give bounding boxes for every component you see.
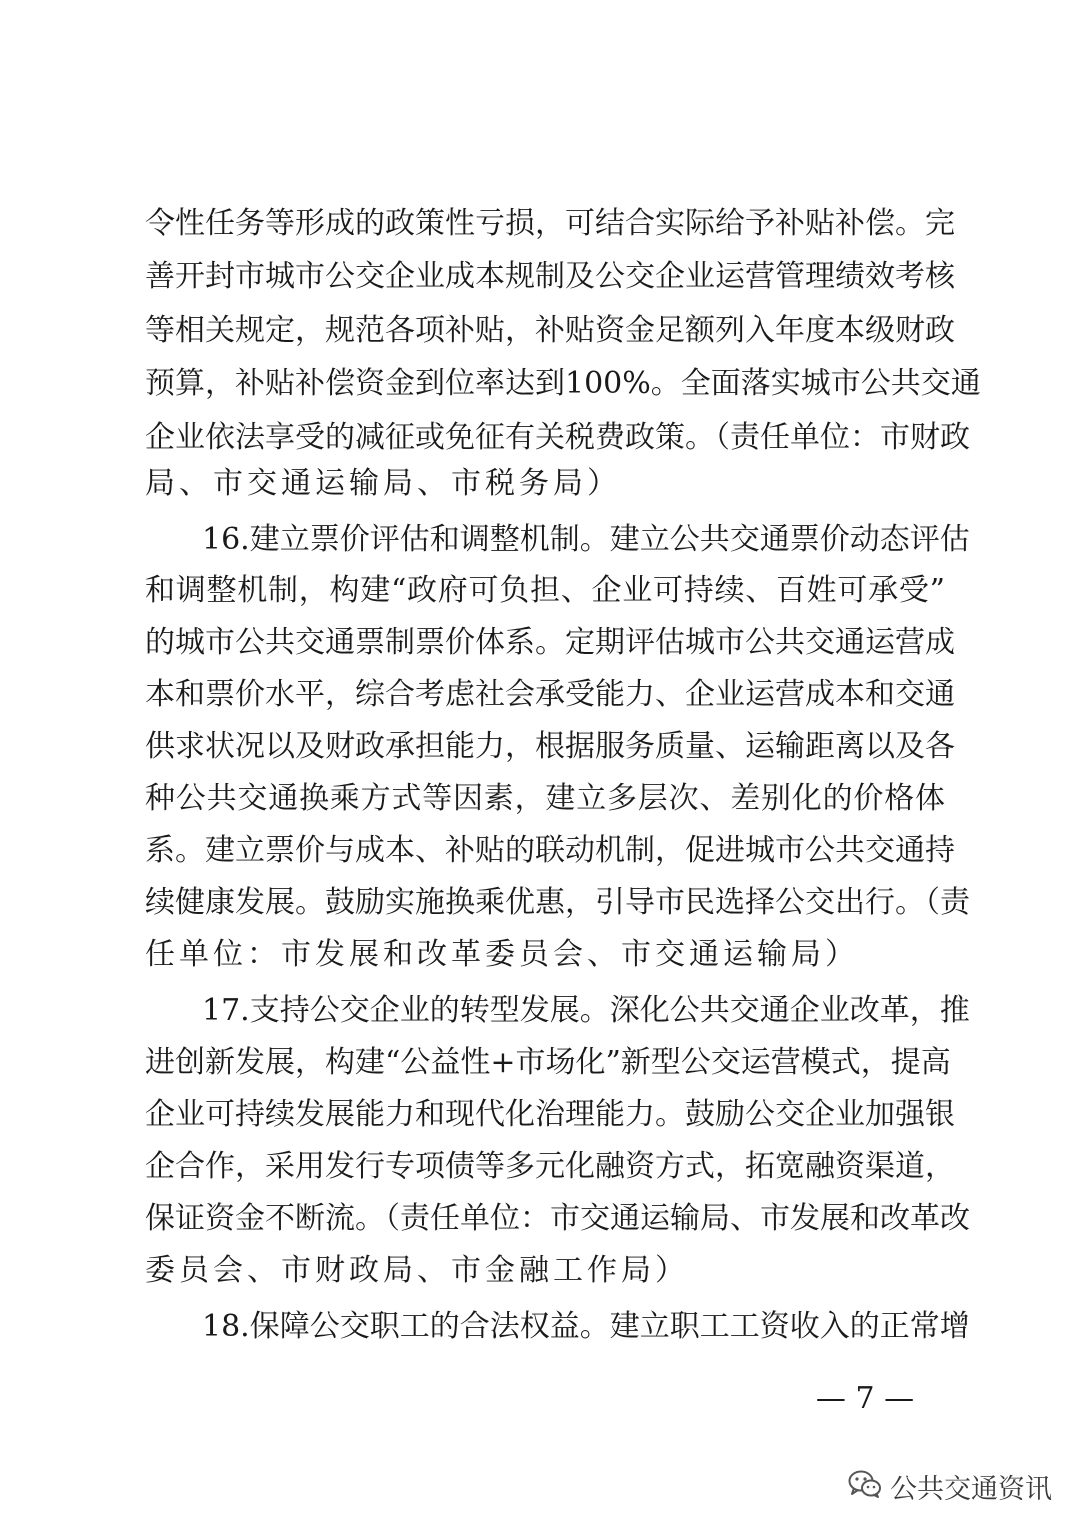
paragraph-line: 企业可持续发展能力和现代化治理能力。鼓励公交企业加强银 xyxy=(145,1097,955,1132)
paragraph-line: 企业依法享受的减征或免征有关税费政策。（责任单位：市财政 xyxy=(145,420,970,455)
paragraph-line: 保证资金不断流。（责任单位：市交通运输局、市发展和改革改 xyxy=(145,1201,970,1236)
wechat-watermark xyxy=(848,1466,1052,1506)
paragraph-line: 等相关规定，规范各项补贴，补贴资金足额列入年度本级财政 xyxy=(145,313,955,348)
paragraph-line: 企合作，采用发行专项债等多元化融资方式，拓宽融资渠道， xyxy=(145,1149,955,1184)
paragraph-line: 局、市交通运输局、市税务局） xyxy=(145,466,621,501)
paragraph-line: 预算，补贴补偿资金到位率达到100%。全面落实城市公共交通 xyxy=(145,366,981,401)
paragraph-line: 种公共交通换乘方式等因素，建立多层次、差别化的价格体 xyxy=(145,781,945,816)
paragraph-line: 任单位：市发展和改革委员会、市交通运输局） xyxy=(145,937,859,972)
paragraph-line: 善开封市城市公交企业成本规制及公交企业运营管理绩效考核 xyxy=(145,259,955,294)
section-17-heading-line: 17.支持公交企业的转型发展。深化公共交通企业改革，推 xyxy=(202,993,970,1028)
paragraph-line: 本和票价水平，综合考虑社会承受能力、企业运营成本和交通 xyxy=(145,677,955,712)
paragraph-line: 进创新发展，构建“公益性+市场化”新型公交运营模式，提高 xyxy=(145,1045,951,1080)
paragraph-line: 和调整机制，构建“政府可负担、企业可持续、百姓可承受” xyxy=(145,573,945,608)
paragraph-line: 的城市公共交通票制票价体系。定期评估城市公共交通运营成 xyxy=(145,625,955,660)
section-18-heading-line: 18.保障公交职工的合法权益。建立职工工资收入的正常增 xyxy=(202,1309,970,1344)
paragraph-line: 系。建立票价与成本、补贴的联动机制，促进城市公共交通持 xyxy=(145,833,955,868)
paragraph-line: 续健康发展。鼓励实施换乘优惠，引导市民选择公交出行。（责 xyxy=(145,885,970,920)
wechat-icon xyxy=(848,1469,882,1503)
paragraph-line: 供求状况以及财政承担能力，根据服务质量、运输距离以及各 xyxy=(145,729,955,764)
paragraph-line: 委员会、市财政局、市金融工作局） xyxy=(145,1253,689,1288)
watermark-text: 公共交通资讯 xyxy=(890,1473,1052,1505)
page-number: — 7 — xyxy=(815,1381,915,1416)
section-16-heading-line: 16.建立票价评估和调整机制。建立公共交通票价动态评估 xyxy=(202,522,970,557)
paragraph-line: 令性任务等形成的政策性亏损，可结合实际给予补贴补偿。完 xyxy=(145,206,955,241)
